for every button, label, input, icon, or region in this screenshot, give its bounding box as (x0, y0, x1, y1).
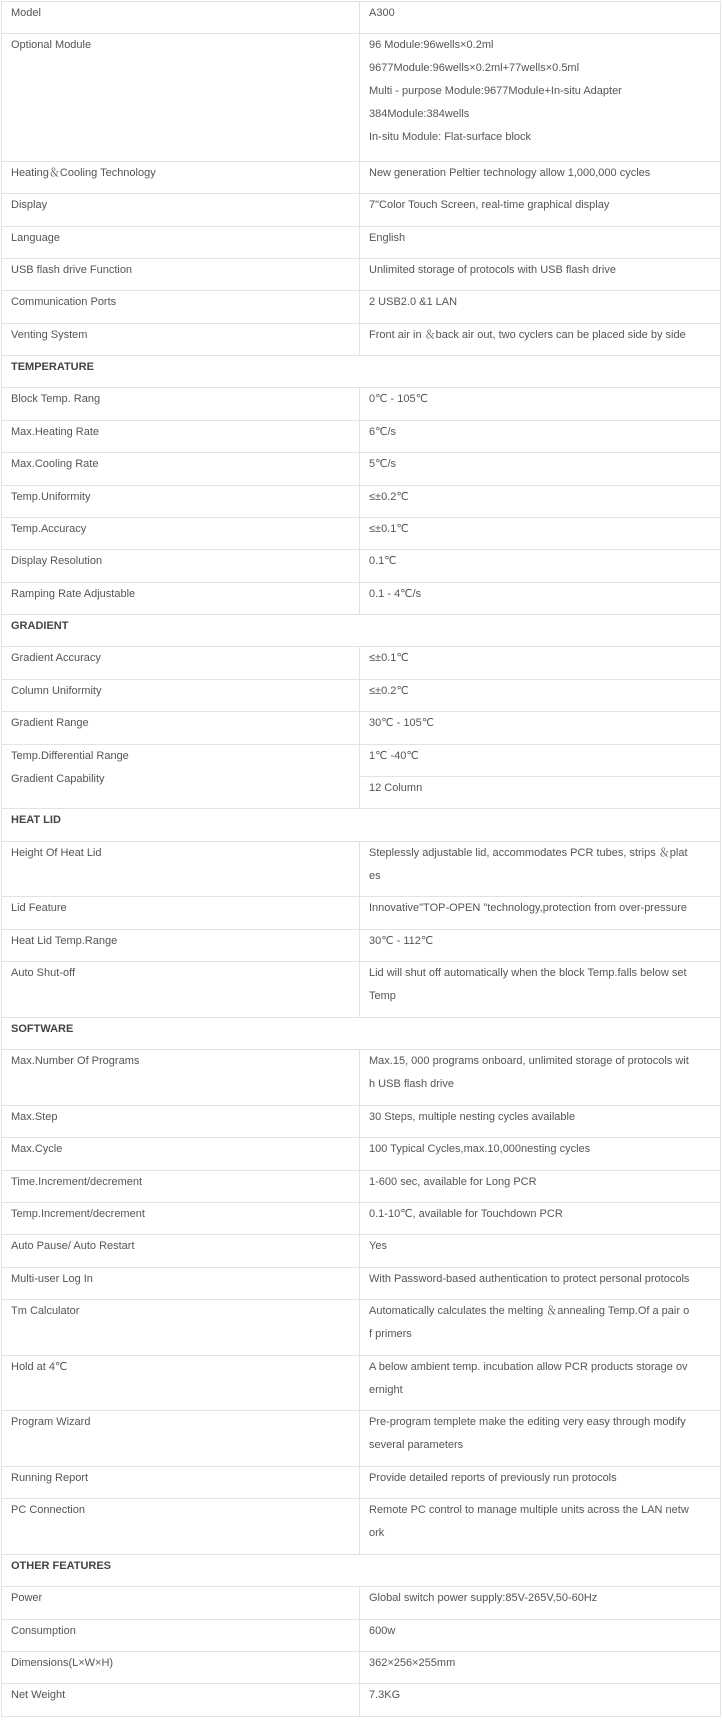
row-value-line: f primers (369, 1328, 412, 1341)
table-row (2, 1170, 721, 1202)
row-value (360, 1300, 721, 1356)
row-value: With Password-based authentication to protect personal protocols (360, 1267, 721, 1299)
row-value-line: 9677Module:96wells×0.2ml+77wells×0.5ml (369, 62, 580, 75)
row-label: Program Wizard (2, 1411, 360, 1467)
row-value: 0.1℃ (360, 550, 721, 582)
row-value: 0.1-10℃, available for Touchdown PCR (360, 1202, 721, 1234)
row-label: Consumption (2, 1619, 360, 1651)
row-value (360, 841, 721, 897)
table-row (2, 517, 721, 549)
row-value: Unlimited storage of protocols with USB flash drive (360, 258, 721, 290)
row-label: Temp.Uniformity (2, 485, 360, 517)
table-row (2, 1684, 721, 1717)
row-value: Global switch power supply:85V-265V,50-60Hz (360, 1587, 721, 1619)
row-label: Gradient Accuracy (2, 647, 360, 679)
row-value-line: Multi - purpose Module:9677Module+In-situ Adapter (369, 85, 622, 98)
row-value: New generation Peltier technology allow 1,000,000 cycles (360, 161, 721, 193)
row-value: ≤±0.2℃ (360, 679, 721, 711)
row-label-line: Gradient Capability (11, 772, 105, 785)
row-label: Communication Ports (2, 291, 360, 323)
row-value-line: Temp (369, 990, 396, 1003)
row-value: 30℃ - 112℃ (360, 929, 721, 961)
row-value-line: several parameters (369, 1439, 464, 1452)
row-value: 5℃/s (360, 453, 721, 485)
table-row (2, 1466, 721, 1498)
table-row (2, 1138, 721, 1170)
row-label: Display Resolution (2, 550, 360, 582)
row-value: 100 Typical Cycles,max.10,000nesting cycles (360, 1138, 721, 1170)
row-label: Net Weight (2, 1684, 360, 1717)
section-row (2, 809, 721, 841)
row-value: 0℃ - 105℃ (360, 388, 721, 420)
table-row (2, 897, 721, 929)
row-value-line: A below ambient temp. incubation allow PCR products storage ov (369, 1360, 688, 1373)
row-value (360, 34, 721, 161)
row-value (360, 1499, 721, 1555)
table-row (2, 453, 721, 485)
row-value: 1-600 sec, available for Long PCR (360, 1170, 721, 1202)
row-label (2, 744, 360, 809)
row-value-line: Max.15, 000 programs onboard, unlimited storage of protocols wit (369, 1055, 689, 1068)
table-row (2, 1202, 721, 1234)
table-row (2, 679, 721, 711)
row-value: Yes (360, 1235, 721, 1267)
section-heading: OTHER FEATURES (2, 1554, 721, 1586)
row-label: Block Temp. Rang (2, 388, 360, 420)
row-value: 0.1 - 4℃/s (360, 582, 721, 614)
table-row (2, 962, 721, 1018)
table-row (2, 1355, 721, 1411)
row-value: Innovative"TOP-OPEN "technology,protection from over-pressure (360, 897, 721, 929)
table-row (2, 744, 721, 776)
row-label: Column Uniformity (2, 679, 360, 711)
row-label: Optional Module (2, 34, 360, 161)
section-row (2, 356, 721, 388)
row-value: ≤±0.1℃ (360, 647, 721, 679)
table-row (2, 388, 721, 420)
table-row (2, 420, 721, 452)
row-value: 12 Column (360, 776, 721, 808)
section-row (2, 615, 721, 647)
row-label: Display (2, 194, 360, 226)
table-row (2, 1587, 721, 1619)
table-row (2, 1050, 721, 1106)
row-value: ≤±0.1℃ (360, 517, 721, 549)
table-row (2, 550, 721, 582)
row-value: 1℃ -40℃ (360, 744, 721, 776)
row-value-line: 96 Module:96wells×0.2ml (369, 39, 494, 52)
section-heading: TEMPERATURE (2, 356, 721, 388)
row-label: Power (2, 1587, 360, 1619)
row-value: 7"Color Touch Screen, real-time graphical display (360, 194, 721, 226)
table-row (2, 323, 721, 355)
row-value-line: Lid will shut off automatically when the block Temp.falls below set (369, 967, 687, 980)
table-row (2, 929, 721, 961)
row-label: Auto Shut-off (2, 962, 360, 1018)
row-label: Max.Cycle (2, 1138, 360, 1170)
row-value-line: Remote PC control to manage multiple units across the LAN netw (369, 1504, 689, 1517)
row-value: 30℃ - 105℃ (360, 712, 721, 744)
row-label: Max.Number Of Programs (2, 1050, 360, 1106)
row-value: ≤±0.2℃ (360, 485, 721, 517)
row-label-line: Temp.Differential Range (11, 749, 129, 762)
row-value (360, 962, 721, 1018)
row-label: Time.Increment/decrement (2, 1170, 360, 1202)
row-label: Gradient Range (2, 712, 360, 744)
section-row (2, 1017, 721, 1049)
row-label: Heating＆Cooling Technology (2, 161, 360, 193)
table-row (2, 1235, 721, 1267)
table-row (2, 1267, 721, 1299)
row-value: 7.3KG (360, 1684, 721, 1717)
table-row (2, 226, 721, 258)
row-label: Dimensions(L×W×H) (2, 1652, 360, 1684)
section-heading: SOFTWARE (2, 1017, 721, 1049)
table-row (2, 161, 721, 193)
section-row (2, 1554, 721, 1586)
row-label: Max.Heating Rate (2, 420, 360, 452)
table-row (2, 1652, 721, 1684)
table-row (2, 258, 721, 290)
row-value: 6℃/s (360, 420, 721, 452)
row-label: Temp.Accuracy (2, 517, 360, 549)
table-row (2, 194, 721, 226)
row-value: English (360, 226, 721, 258)
row-label: Lid Feature (2, 897, 360, 929)
row-label: Max.Cooling Rate (2, 453, 360, 485)
row-label: Temp.Increment/decrement (2, 1202, 360, 1234)
row-value: A300 (360, 2, 721, 34)
row-value-line: h USB flash drive (369, 1078, 454, 1091)
row-value: 600w (360, 1619, 721, 1651)
spec-table (1, 1, 721, 1717)
table-row (2, 1499, 721, 1555)
row-label: Venting System (2, 323, 360, 355)
row-value (360, 1411, 721, 1467)
row-label: Language (2, 226, 360, 258)
row-value: 2 USB2.0 &1 LAN (360, 291, 721, 323)
row-value: 362×256×255mm (360, 1652, 721, 1684)
table-row (2, 1619, 721, 1651)
row-value-line: ernight (369, 1383, 403, 1396)
row-value-line: Steplessly adjustable lid, accommodates PCR tubes, strips ＆plat (369, 846, 688, 859)
table-row (2, 485, 721, 517)
row-label: Heat Lid Temp.Range (2, 929, 360, 961)
section-heading: HEAT LID (2, 809, 721, 841)
row-value (360, 1050, 721, 1106)
row-label: PC Connection (2, 1499, 360, 1555)
table-row (2, 1105, 721, 1137)
table-row (2, 712, 721, 744)
row-value-line: ork (369, 1527, 385, 1540)
table-row (2, 1411, 721, 1467)
row-value-line: In-situ Module: Flat-surface block (369, 131, 532, 144)
row-value (360, 1355, 721, 1411)
table-row (2, 34, 721, 161)
table-row (2, 841, 721, 897)
row-label: Auto Pause/ Auto Restart (2, 1235, 360, 1267)
row-value: 30 Steps, multiple nesting cycles available (360, 1105, 721, 1137)
row-label: USB flash drive Function (2, 258, 360, 290)
row-label: Max.Step (2, 1105, 360, 1137)
section-heading: GRADIENT (2, 615, 721, 647)
table-row (2, 582, 721, 614)
spec-table-body (2, 2, 721, 1717)
row-label: Tm Calculator (2, 1300, 360, 1356)
row-value-line: es (369, 869, 381, 882)
table-row (2, 1300, 721, 1356)
row-value-line: 384Module:384wells (369, 108, 470, 121)
row-value-line: Automatically calculates the melting ＆annealing Temp.Of a pair o (369, 1305, 690, 1318)
table-row (2, 647, 721, 679)
row-label: Ramping Rate Adjustable (2, 582, 360, 614)
row-label: Model (2, 2, 360, 34)
row-label: Height Of Heat Lid (2, 841, 360, 897)
row-label: Running Report (2, 1466, 360, 1498)
row-value-line: Pre-program templete make the editing very easy through modify (369, 1416, 686, 1429)
row-value: Provide detailed reports of previously run protocols (360, 1466, 721, 1498)
row-value: Front air in ＆back air out, two cyclers can be placed side by side (360, 323, 721, 355)
row-label: Hold at 4℃ (2, 1355, 360, 1411)
row-label: Multi-user Log In (2, 1267, 360, 1299)
table-row (2, 2, 721, 34)
table-row (2, 291, 721, 323)
